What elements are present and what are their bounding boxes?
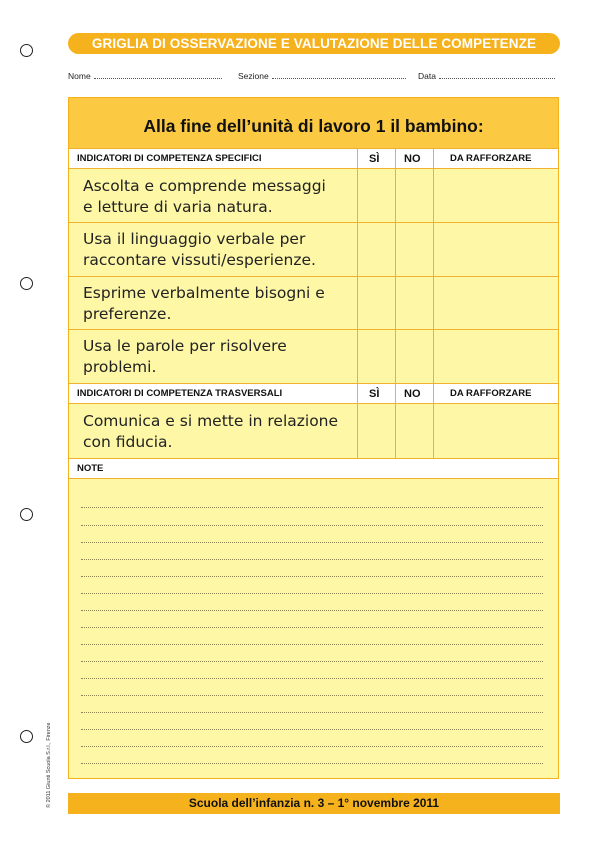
binder-hole-1: [20, 44, 33, 57]
binder-hole-4: [20, 730, 33, 743]
name-label: Nome: [68, 71, 91, 81]
note-line: [81, 627, 543, 628]
note-line: [81, 610, 543, 611]
specific-item-4-line2: problemi.: [83, 358, 157, 376]
specific-item-1-line1: Ascolta e comprende messaggi: [83, 177, 326, 195]
note-line: [81, 729, 543, 730]
note-line: [81, 695, 543, 696]
notes-area[interactable]: [69, 480, 558, 778]
transversal-header-row: [69, 383, 558, 404]
section-label: Sezione: [238, 71, 269, 81]
row-divider: [69, 276, 558, 277]
transversal-no-header: NO: [404, 388, 421, 400]
date-field[interactable]: [418, 71, 555, 81]
note-line: [81, 746, 543, 747]
transversal-yes-header: SÌ: [369, 388, 380, 400]
specific-item-4-line1: Usa le parole per risolvere: [83, 337, 287, 355]
transversal-item-1-line1: Comunica e si mette in relazione: [83, 412, 339, 430]
note-line: [81, 576, 543, 577]
notes-label: NOTE: [77, 463, 104, 474]
binder-hole-3: [20, 508, 33, 521]
specific-item-3-line2: preferenze.: [83, 305, 172, 323]
row-divider: [69, 329, 558, 330]
note-line: [81, 559, 543, 560]
note-line: [81, 763, 543, 764]
notes-header-row: [69, 458, 558, 479]
specific-item-2-line1: Usa il linguaggio verbale per: [83, 230, 306, 248]
note-line: [81, 525, 543, 526]
column-divider: [357, 148, 358, 458]
transversal-item-1-line2: con fiducia.: [83, 433, 173, 451]
note-line: [81, 507, 543, 508]
specific-item-1-line2: e letture di varia natura.: [83, 198, 273, 216]
copyright-note: © 2011 Giunti Scuola S.r.l., Firenze: [46, 722, 52, 808]
specific-item-4: [83, 336, 353, 378]
note-line: [81, 593, 543, 594]
date-label: Data: [418, 71, 436, 81]
evaluation-grid: [68, 97, 559, 779]
specific-header-row: [69, 148, 558, 169]
column-divider: [433, 148, 434, 458]
specific-item-1: [83, 176, 353, 218]
specific-indicators-header: INDICATORI DI COMPETENZA SPECIFICI: [77, 153, 262, 164]
name-field[interactable]: [68, 71, 222, 81]
transversal-item-1: [83, 411, 353, 453]
transversal-reinforce-header: DA RAFFORZARE: [450, 388, 532, 399]
footer-banner: Scuola dell’infanzia n. 3 – 1° novembre 2011: [68, 793, 560, 814]
grid-heading: Alla fine dell’unità di lavoro 1 il bambino:: [69, 98, 558, 149]
transversal-indicators-header: INDICATORI DI COMPETENZA TRASVERSALI: [77, 388, 283, 399]
specific-item-2: [83, 229, 353, 271]
specific-item-3: [83, 283, 353, 325]
column-divider: [395, 148, 396, 458]
page-title-banner: GRIGLIA DI OSSERVAZIONE E VALUTAZIONE DELLE COMPETENZE: [68, 33, 560, 54]
binder-hole-2: [20, 277, 33, 290]
row-divider: [69, 222, 558, 223]
note-line: [81, 712, 543, 713]
note-line: [81, 644, 543, 645]
note-line: [81, 678, 543, 679]
note-line: [81, 661, 543, 662]
section-field[interactable]: [238, 71, 406, 81]
specific-yes-header: SÌ: [369, 153, 380, 165]
specific-no-header: NO: [404, 153, 421, 165]
specific-reinforce-header: DA RAFFORZARE: [450, 153, 532, 164]
specific-item-3-line1: Esprime verbalmente bisogni e: [83, 284, 325, 302]
specific-item-2-line2: raccontare vissuti/esperienze.: [83, 251, 316, 269]
note-line: [81, 542, 543, 543]
